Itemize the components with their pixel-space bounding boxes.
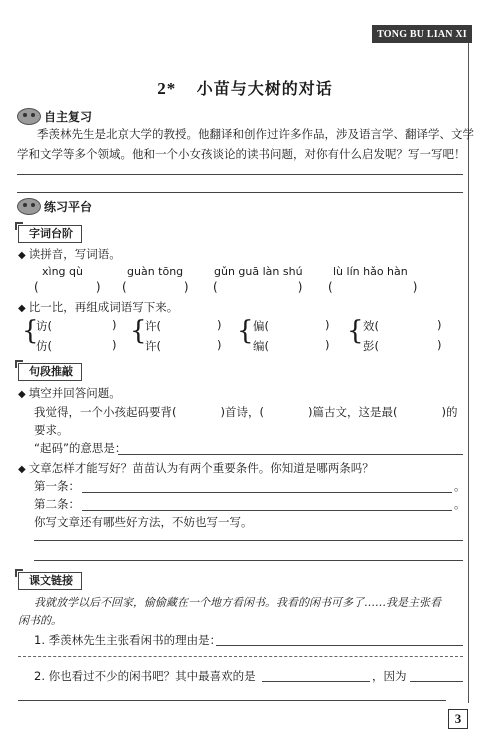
answer-box[interactable]: ( ) — [328, 280, 418, 294]
answer-line[interactable] — [82, 510, 452, 511]
answer-line[interactable] — [216, 645, 463, 646]
compare-char: 偏( — [253, 319, 269, 333]
divider — [18, 656, 463, 657]
answer-line[interactable] — [34, 560, 463, 561]
answer-box[interactable]: ( ) — [34, 280, 101, 294]
answer-box[interactable]: ( ) — [122, 280, 189, 294]
compare-char: 编( — [253, 339, 269, 353]
link-q1: 1. 季羡林先生主张看闲书的理由是： — [34, 633, 222, 647]
passage-q2-text: 文章怎样才能写好？苗苗认为有两个重要条件。你知道是哪两条吗？ — [28, 461, 374, 475]
pinyin-3: gǔn guā làn shú — [214, 265, 303, 278]
diamond-bullet-icon: ◆ — [18, 303, 26, 314]
self-review-text-2: 学和文学等多个领域。他和一个小女孩谈论的读书问题，对你有什么启发呢？写一写吧！ — [17, 147, 466, 161]
first-label: 第一条： — [34, 479, 80, 493]
diamond-bullet-icon: ◆ — [18, 389, 26, 400]
compare-char: 访( — [36, 319, 52, 333]
story-line-1: 我就放学以后不回家，偷偷藏在一个地方看闲书。我看的闲书可多了……我是主张看 — [34, 596, 441, 609]
period: 。 — [454, 479, 466, 493]
link-tag: 课文链接 — [18, 572, 82, 590]
lesson-number: 2* — [157, 79, 177, 98]
compare-char: 仿( — [36, 339, 52, 353]
words-q1 — [18, 246, 121, 262]
brace-icon: { — [130, 316, 147, 346]
qima-question: “起码”的意思是： — [34, 441, 127, 455]
sentence-part: 我觉得，一个小孩起码要背( — [34, 405, 177, 419]
running-header: TONG BU LIAN XI — [372, 25, 472, 43]
passage-q1-text: 填空并回答问题。 — [28, 386, 121, 400]
compare-char: 许( — [145, 339, 161, 353]
close-paren: ) — [325, 338, 330, 352]
answer-line[interactable] — [410, 681, 463, 682]
answer-line[interactable] — [118, 454, 463, 455]
brace-icon: { — [347, 316, 364, 346]
answer-line[interactable] — [82, 492, 452, 493]
answer-line[interactable] — [17, 174, 463, 175]
link-q2: 2. 你也看过不少的闲书吧？其中最喜欢的是 — [34, 669, 256, 683]
story-line-2: 闲书的。 — [18, 614, 62, 627]
lesson-title-text: 小苗与大树的对话 — [196, 79, 333, 98]
self-review-heading: 自主复习 — [44, 110, 93, 124]
answer-line[interactable] — [18, 700, 446, 701]
sentence-part: )首诗，( — [220, 405, 264, 419]
practice-heading: 练习平台 — [44, 200, 93, 214]
close-paren: ) — [437, 318, 442, 332]
diamond-bullet-icon: ◆ — [18, 464, 26, 475]
words-q2 — [18, 299, 178, 315]
lesson-title — [0, 76, 490, 99]
close-paren: ) — [217, 338, 222, 352]
page-number: 3 — [448, 709, 468, 729]
smiley-icon — [17, 198, 41, 215]
close-paren: ) — [112, 318, 117, 332]
passage-tag: 句段推敲 — [18, 363, 82, 381]
answer-line[interactable] — [262, 681, 370, 682]
link-q2-because: ，因为 — [372, 669, 407, 683]
close-paren: ) — [437, 338, 442, 352]
self-review-text-1: 季羡林先生是北京大学的教授。他翻译和创作过许多作品，涉及语言学、翻译学、文学 — [37, 127, 474, 141]
answer-box[interactable]: ( ) — [213, 280, 303, 294]
pinyin-1: xìng qù — [42, 265, 83, 278]
words-q1-text: 读拼音，写词语。 — [28, 247, 121, 261]
brace-icon: { — [237, 316, 254, 346]
brace-icon: { — [22, 316, 39, 346]
smiley-icon — [17, 108, 41, 125]
period: 。 — [454, 497, 466, 511]
compare-char: 彭( — [363, 339, 379, 353]
passage-q2 — [18, 460, 374, 476]
compare-char: 许( — [145, 319, 161, 333]
pinyin-4: lù lín hǎo hàn — [333, 265, 408, 278]
passage-sentence — [34, 404, 457, 420]
sentence-part: )的 — [441, 405, 458, 419]
pinyin-2: guàn tōng — [127, 265, 184, 278]
compare-char: 效( — [363, 319, 379, 333]
answer-line[interactable] — [17, 192, 463, 193]
close-paren: ) — [325, 318, 330, 332]
close-paren: ) — [217, 318, 222, 332]
sentence-part: )篇古文，这是最( — [307, 405, 398, 419]
words-tag: 字词台阶 — [18, 225, 82, 243]
close-paren: ) — [112, 338, 117, 352]
passage-q3: 你写文章还有哪些好方法，不妨也写一写。 — [34, 515, 253, 529]
passage-sentence-end: 要求。 — [34, 423, 69, 437]
passage-q1 — [18, 385, 121, 401]
answer-line[interactable] — [34, 540, 463, 541]
words-q2-text: 比一比，再组成词语写下来。 — [28, 300, 179, 314]
second-label: 第二条： — [34, 497, 80, 511]
diamond-bullet-icon: ◆ — [18, 250, 26, 261]
